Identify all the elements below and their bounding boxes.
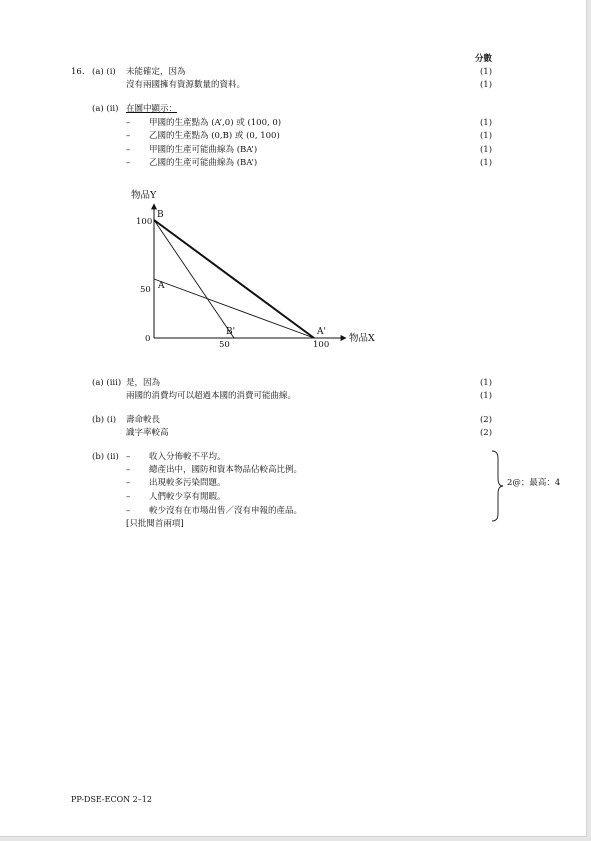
part-b-ii-label: (b) (ii) <box>92 452 119 462</box>
a-i-mark-2: (1) <box>479 80 493 90</box>
b-ii-dash-1: – <box>126 452 131 462</box>
a-i-mark-1: (1) <box>479 67 493 77</box>
a-ii-mark-4: (1) <box>479 158 493 168</box>
b-ii-item-2: 總產出中，國防和資本物品佔較高比例。 <box>149 465 303 475</box>
y-tick-50: 50 <box>140 285 151 295</box>
b-ii-item-3: 出現較多污染問題。 <box>149 478 226 488</box>
b-ii-dash-4: – <box>126 492 131 502</box>
part-b-i-label: (b) (i) <box>92 415 117 425</box>
series-line-1 <box>154 220 314 338</box>
point-label-a-prime: A' <box>317 327 326 337</box>
a-ii-intro: 在圖中顯示： <box>126 104 178 114</box>
a-ii-item-3: 甲國的生產可能曲線為 (BA’) <box>149 145 258 155</box>
series-line-2 <box>154 220 234 338</box>
a-ii-dash-1: – <box>126 118 131 128</box>
b-ii-dash-2: – <box>126 465 131 475</box>
b-ii-item-4: 人們較少享有閒暇。 <box>149 492 226 502</box>
a-ii-item-4: 乙國的生產可能曲線為 (BA’) <box>149 158 258 168</box>
b-i-mark-2: (2) <box>479 428 493 438</box>
point-label-b-prime: B' <box>226 327 236 337</box>
a-ii-mark-3: (1) <box>479 145 493 155</box>
b-ii-item-5: 較少沒有在市場出售／沒有申報的產品。 <box>149 506 303 516</box>
a-iii-mark-1: (1) <box>479 378 493 388</box>
b-ii-item-1: 收入分佈較不平均。 <box>149 452 226 462</box>
part-a-iii-label: (a) (iii) <box>92 378 122 388</box>
marks-header: 分數 <box>475 54 493 64</box>
a-ii-dash-3: – <box>126 145 131 155</box>
point-label-a: A <box>158 281 165 291</box>
part-a-ii-label: (a) (ii) <box>92 104 119 114</box>
a-ii-mark-1: (1) <box>479 118 493 128</box>
origin-label: 0 <box>145 334 151 344</box>
b-ii-dash-5: – <box>126 506 131 516</box>
b-ii-brace <box>490 450 504 522</box>
y-axis-label: 物品Y <box>131 190 157 201</box>
y-tick-100: 100 <box>136 217 153 227</box>
a-ii-item-1: 甲國的生產點為 (A’,0) 或 (100, 0) <box>149 118 282 128</box>
part-a-i-label: (a) (i) <box>92 67 116 77</box>
a-i-line-1: 未能確定，因為 <box>126 67 186 77</box>
b-ii-dash-3: – <box>126 478 131 488</box>
b-ii-marks: 2@；最高：4 <box>507 478 561 488</box>
page-footer: PP-DSE-ECON 2–12 <box>71 795 152 804</box>
a-iii-line-1: 是，因為 <box>126 378 161 388</box>
b-i-line-1: 壽命較長 <box>126 415 161 425</box>
point-label-b: B <box>157 210 164 220</box>
a-i-line-2: 沒有兩國擁有資源數量的資料。 <box>126 80 246 90</box>
x-tick-50: 50 <box>219 340 230 350</box>
a-ii-mark-2: (1) <box>479 131 493 141</box>
a-iii-mark-2: (1) <box>479 391 493 401</box>
a-iii-line-2: 兩國的消費均可以超過本國的消費可能曲線。 <box>126 391 297 401</box>
b-i-line-2: 識字率較高 <box>126 428 169 438</box>
x-tick-100: 100 <box>313 340 330 350</box>
a-ii-dash-4: – <box>126 158 131 168</box>
x-axis-label: 物品X <box>349 333 375 344</box>
a-ii-dash-2: – <box>126 131 131 141</box>
a-ii-item-2: 乙國的生產點為 (0,B) 或 (0, 100) <box>149 131 280 141</box>
question-number: 16. <box>71 67 85 77</box>
b-i-mark-1: (2) <box>479 415 493 425</box>
b-ii-note: [只批閱首兩項] <box>126 519 184 529</box>
